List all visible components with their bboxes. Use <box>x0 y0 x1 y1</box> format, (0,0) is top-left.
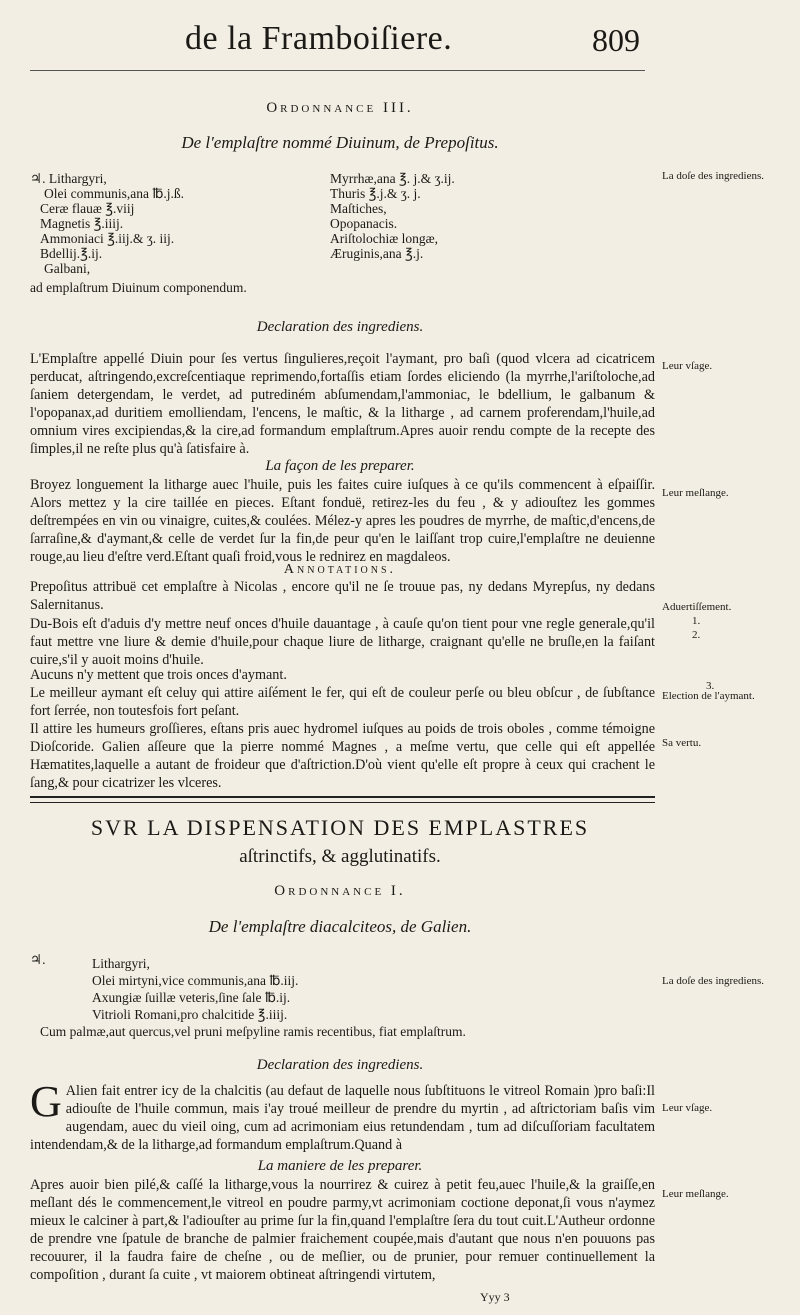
running-title: de la Framboiſiere. <box>185 20 453 57</box>
preparation-paragraph-2: Apres auoir bien pilé,& caſſé la litharge,vous la nourrirez & cuirez à petit feu,auec l'huile,& la graiſſe,en meſlant dés le commencement,le vitreol en poudre parmy,vt acrimoniam coctione deponat,ſi vous n'aymez mieux le calciner à part,& l'adiouſter au prime ſur la fin,quand l'emplaſtre ſera du tout cuit.L'Autheur ordonne de prendre vne ſpatule de branche de palmier fraichement coupée,mais d'autant que nous n'en pouuons pas recouurer, il la faudra faire de cheſne , ou de meſlier, ou de prunier, pour remuer continuellement la compoſition , durant ſa cuite , vt maiorem obtineat aſtringendi virtutem, <box>30 1177 655 1284</box>
declaration-heading: Declaration des ingrediens. <box>256 319 424 335</box>
margin-note-usage: Leur vſage. <box>662 360 713 372</box>
ordonnance-i-heading: Ordonnance I. <box>274 883 406 899</box>
preparation-heading-2: La maniere de les preparer. <box>257 1158 423 1174</box>
ingredient-left-5: Ammoniaci ℥.iij.& ʒ. iij. <box>40 231 175 246</box>
ingredient-left-6: Bdellij.℥.ij. <box>40 246 103 261</box>
ingredient-2-2: Olei mirtyni,vice communis,ana ℔.iij. <box>92 973 299 988</box>
ingredient-right-1: Myrrhæ,ana ℥. j.& ʒ.ij. <box>330 171 455 186</box>
ingredient-2-conclusion: Cum palmæ,aut quercus,vel pruni meſpyline ramis recentibus, fiat emplaſtrum. <box>40 1024 466 1039</box>
ordonnance-iii-subtitle: De l'emplaſtre nommé Diuinum, de Prepoſitus. <box>181 133 499 152</box>
ordonnance-iii-heading: Ordonnance III. <box>266 100 414 116</box>
ingredient-right-5: Ariſtolochiæ longæ, <box>330 231 438 246</box>
annotation-3: Aucuns n'y mettent que trois onces d'aymant. <box>30 667 287 683</box>
margin-note-election: Election de l'aymant. <box>662 690 755 702</box>
section-title: SVR LA DISPENSATION DES EMPLASTRES <box>90 815 590 840</box>
ingredient-right-4: Opopanacis. <box>330 216 398 231</box>
ingredient-right-6: Æruginis,ana ℥.j. <box>330 246 424 261</box>
ingredient-conclusion: ad emplaſtrum Diuinum componendum. <box>30 280 247 295</box>
margin-note-advert: Aduertiſſement. <box>662 601 732 613</box>
margin-note-dose-2: La doſe des ingrediens. <box>662 975 765 987</box>
page-number: 809 <box>592 22 640 58</box>
margin-note-mix-2: Leur meſlange. <box>662 1188 729 1200</box>
section-divider <box>30 796 655 803</box>
declaration-paragraph-2: Alien fait entrer icy de la chalcitis (au defaut de laquelle nous ſubſtituons le vitreol Romain )pro baſi:Il adiouſte de l'huile commun, mais i'ay troué meilleur de prendre du myrtin , ad aſtrictoriam baſis vim augendam, auec du vieil oing, cum ad acrimoniam eius retundendam , tum ad diſcuſſoriam facultatem intendendam,& de la litharge,ad formandum emplaſtrum.Quand à <box>30 1083 655 1154</box>
margin-note-dose: La doſe des ingrediens. <box>662 170 765 182</box>
margin-number-2: 2. <box>692 629 701 641</box>
signature-mark: Yyy 3 <box>480 1290 510 1304</box>
declaration-block-2 <box>30 1077 655 1154</box>
declaration-heading-2: Declaration des ingrediens. <box>256 1057 424 1073</box>
margin-note-usage-2: Leur vſage. <box>662 1102 713 1114</box>
annotation-5: Il attire les humeurs groſſieres, eſtans pris auec hydromel iuſques au poids de trois oboles , comme témoigne Dioſcoride. Galien aſſeure que la pierre nommé Magnes , a meſme vertu, que celle qui eſt appellée Hæmatites,laquelle a autant de froideur que d'aſtriction.D'où vient qu'elle eſt propre à ceux qui crachent le ſang,& pour cicatrizer les vlceres. <box>30 721 655 792</box>
declaration-paragraph: L'Emplaſtre appellé Diuin pour ſes vertus ſingulieres,reçoit l'aymant, pro baſi (quod vlcera ad cicatricem perducat, aſtringendo,excreſcentiaque reprimendo,fortaſſis etiam ſordes eliciendo (la myrrhe,l'ariſtoloche,ad ſaniem detergendam, le verdet, ad putrediném abſumendam,l'ammoniac, le bdellium, le galbanum & l'opopanax,ad duritiem emolliendam, l'encens, le maſtic, & la litharge , ad carnem proferendam,l'huile,ad omnium vires excipiendas,& la cire,ad formandum emplaſtrum.Apres auoir rendu compte de la recepte des ſimples,il ne reſte plus qu'à ſatisfaire à. <box>30 351 655 458</box>
section-subtitle: aſtrinctifs, & agglutinatifs. <box>239 846 441 867</box>
annotation-2: Du-Bois eſt d'aduis d'y mettre neuf onces d'huile dauantage , à cauſe qu'on tient pour vne regle generale,qu'il faut mettre vne liure & demie d'huile,pour chaque liure de litharge, craignant qu'elle ne bruſle,en la faiſant cuire,s'il y auoit moins d'huile. <box>30 616 655 669</box>
ingredient-right-2: Thuris ℥.j.& ʒ. j. <box>330 186 421 201</box>
annotations-heading: Annotations. <box>283 562 397 577</box>
ordonnance-i-subtitle: De l'emplaſtre diacalciteos, de Galien. <box>208 917 472 936</box>
header-rule <box>30 70 645 71</box>
ingredient-right-3: Maſtiches, <box>330 201 387 216</box>
margin-note-vertu: Sa vertu. <box>662 737 702 749</box>
ingredient-left-2: Olei communis,ana ℔.j.ß. <box>44 186 185 201</box>
preparation-heading: La façon de les preparer. <box>265 458 415 474</box>
annotation-4: Le meilleur aymant eſt celuy qui attire aiſément le fer, qui eſt de couleur perſe ou bleu obſcur , de ſubſtance fort ſerrée, non toutesfois fort peſant. <box>30 685 655 720</box>
ingredient-2-1: Lithargyri, <box>92 956 150 971</box>
margin-number-1: 1. <box>692 615 701 627</box>
margin-note-mix: Leur meſlange. <box>662 487 729 499</box>
ingredient-left-1: ♃. Lithargyri, <box>30 171 107 186</box>
annotation-1: Prepoſitus attribuë cet emplaſtre à Nicolas , encore qu'il ne ſe trouue pas, ny dedans Myrepſus, ny dedans Salernitanus. <box>30 579 655 614</box>
margin-number-3: 3. <box>706 680 715 692</box>
ingredient-left-7: Galbani, <box>44 261 91 276</box>
preparation-paragraph: Broyez longuement la litharge auec l'huile, puis les faites cuire iuſques à ce qu'ils commencent à eſpaiſſir. Alors mettez y la cire taillée en pieces. Eſtant fonduë, retirez-les du feu , & y adiouſtez les gommes deſtrempées en vin ou vinaigre, cuites,& coulées. Mélez-y apres les poudres de myrrhe, de maſtic,d'encens,de ſarraſine,& d'aymant,& celle de verdet ſur la fin,de peur qu'en le laiſſant trop cuire,l'emplaſtre ne deuienne rouge,au lieu d'eſtre verd.Eſtant quaſi froid,vous le rednirez en magdaleos. <box>30 477 655 566</box>
drop-cap-g: G <box>30 1077 62 1126</box>
rx-symbol: ♃. <box>30 952 46 967</box>
ingredient-left-3: Ceræ flauæ ℥.viij <box>40 201 135 216</box>
ingredient-left-4: Magnetis ℥.iiij. <box>40 216 124 231</box>
ingredient-2-3: Axungiæ ſuillæ veteris,ſine ſale ℔.ij. <box>92 990 291 1005</box>
ingredient-2-4: Vitrioli Romani,pro chalcitide ℥.iiij. <box>92 1007 288 1022</box>
